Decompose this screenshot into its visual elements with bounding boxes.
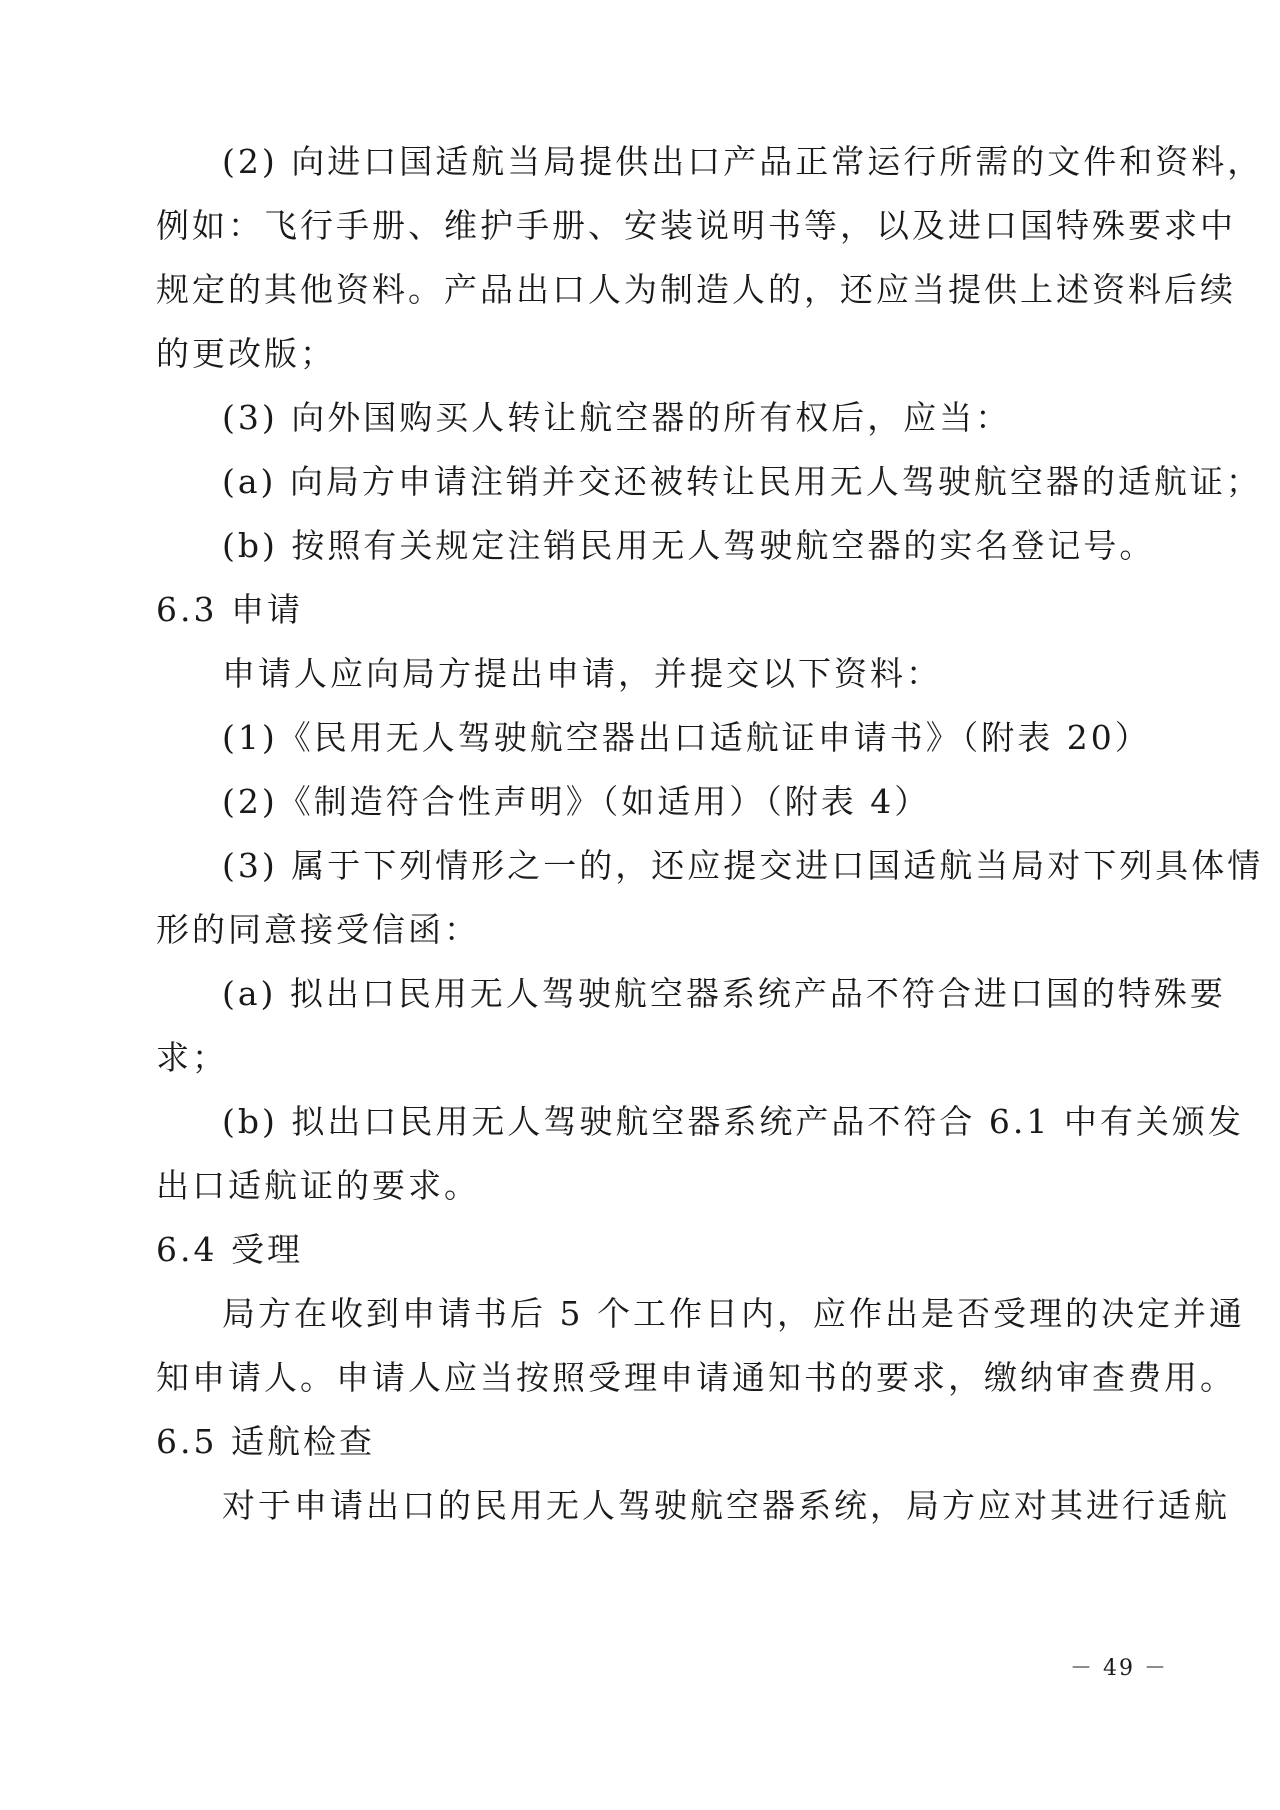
section-6-5-body-line-1: 对于申请出口的民用无人驾驶航空器系统，局方应对其进行适航 bbox=[222, 1486, 1230, 1525]
section-6-4-heading: 6.4 受理 bbox=[156, 1230, 303, 1269]
page-number: － 49 － bbox=[1070, 1656, 1168, 1681]
section-6-3-item-1: (1)《民用无人驾驶航空器出口适航证申请书》（附表 20） bbox=[222, 718, 1151, 757]
paragraph-3b: (b) 按照有关规定注销民用无人驾驶航空器的实名登记号。 bbox=[222, 526, 1156, 565]
paragraph-2-line-3: 规定的其他资料。产品出口人为制造人的，还应当提供上述资料后续 bbox=[156, 270, 1236, 309]
paragraph-2-line-4: 的更改版； bbox=[156, 334, 336, 373]
paragraph-2-line-1: (2) 向进口国适航当局提供出口产品正常运行所需的文件和资料， bbox=[222, 142, 1264, 181]
paragraph-3: (3) 向外国购买人转让航空器的所有权后，应当： bbox=[222, 398, 1012, 437]
section-6-4-body-line-1: 局方在收到申请书后 5 个工作日内，应作出是否受理的决定并通 bbox=[222, 1294, 1245, 1333]
paragraph-3a: (a) 向局方申请注销并交还被转让民用无人驾驶航空器的适航证； bbox=[222, 462, 1262, 501]
section-6-3-item-3-line-1: (3) 属于下列情形之一的，还应提交进口国适航当局对下列具体情 bbox=[222, 846, 1264, 885]
section-6-3-intro: 申请人应向局方提出申请，并提交以下资料： bbox=[222, 654, 942, 693]
paragraph-2-line-2: 例如：飞行手册、维护手册、安装说明书等，以及进口国特殊要求中 bbox=[156, 206, 1236, 245]
section-6-4-body-line-2: 知申请人。申请人应当按照受理申请通知书的要求，缴纳审查费用。 bbox=[156, 1358, 1236, 1397]
section-6-3-item-b-line-2: 出口适航证的要求。 bbox=[156, 1166, 480, 1205]
section-6-3-item-a-line-1: (a) 拟出口民用无人驾驶航空器系统产品不符合进口国的特殊要 bbox=[222, 974, 1226, 1013]
section-6-3-item-2: (2)《制造符合性声明》（如适用）（附表 4） bbox=[222, 782, 931, 821]
section-6-3-item-3-line-2: 形的同意接受信函： bbox=[156, 910, 480, 949]
section-6-3-heading: 6.3 申请 bbox=[156, 590, 303, 629]
section-6-3-item-a-line-2: 求； bbox=[156, 1038, 228, 1077]
section-6-5-heading: 6.5 适航检查 bbox=[156, 1422, 375, 1461]
section-6-3-item-b-line-1: (b) 拟出口民用无人驾驶航空器系统产品不符合 6.1 中有关颁发 bbox=[222, 1102, 1244, 1141]
